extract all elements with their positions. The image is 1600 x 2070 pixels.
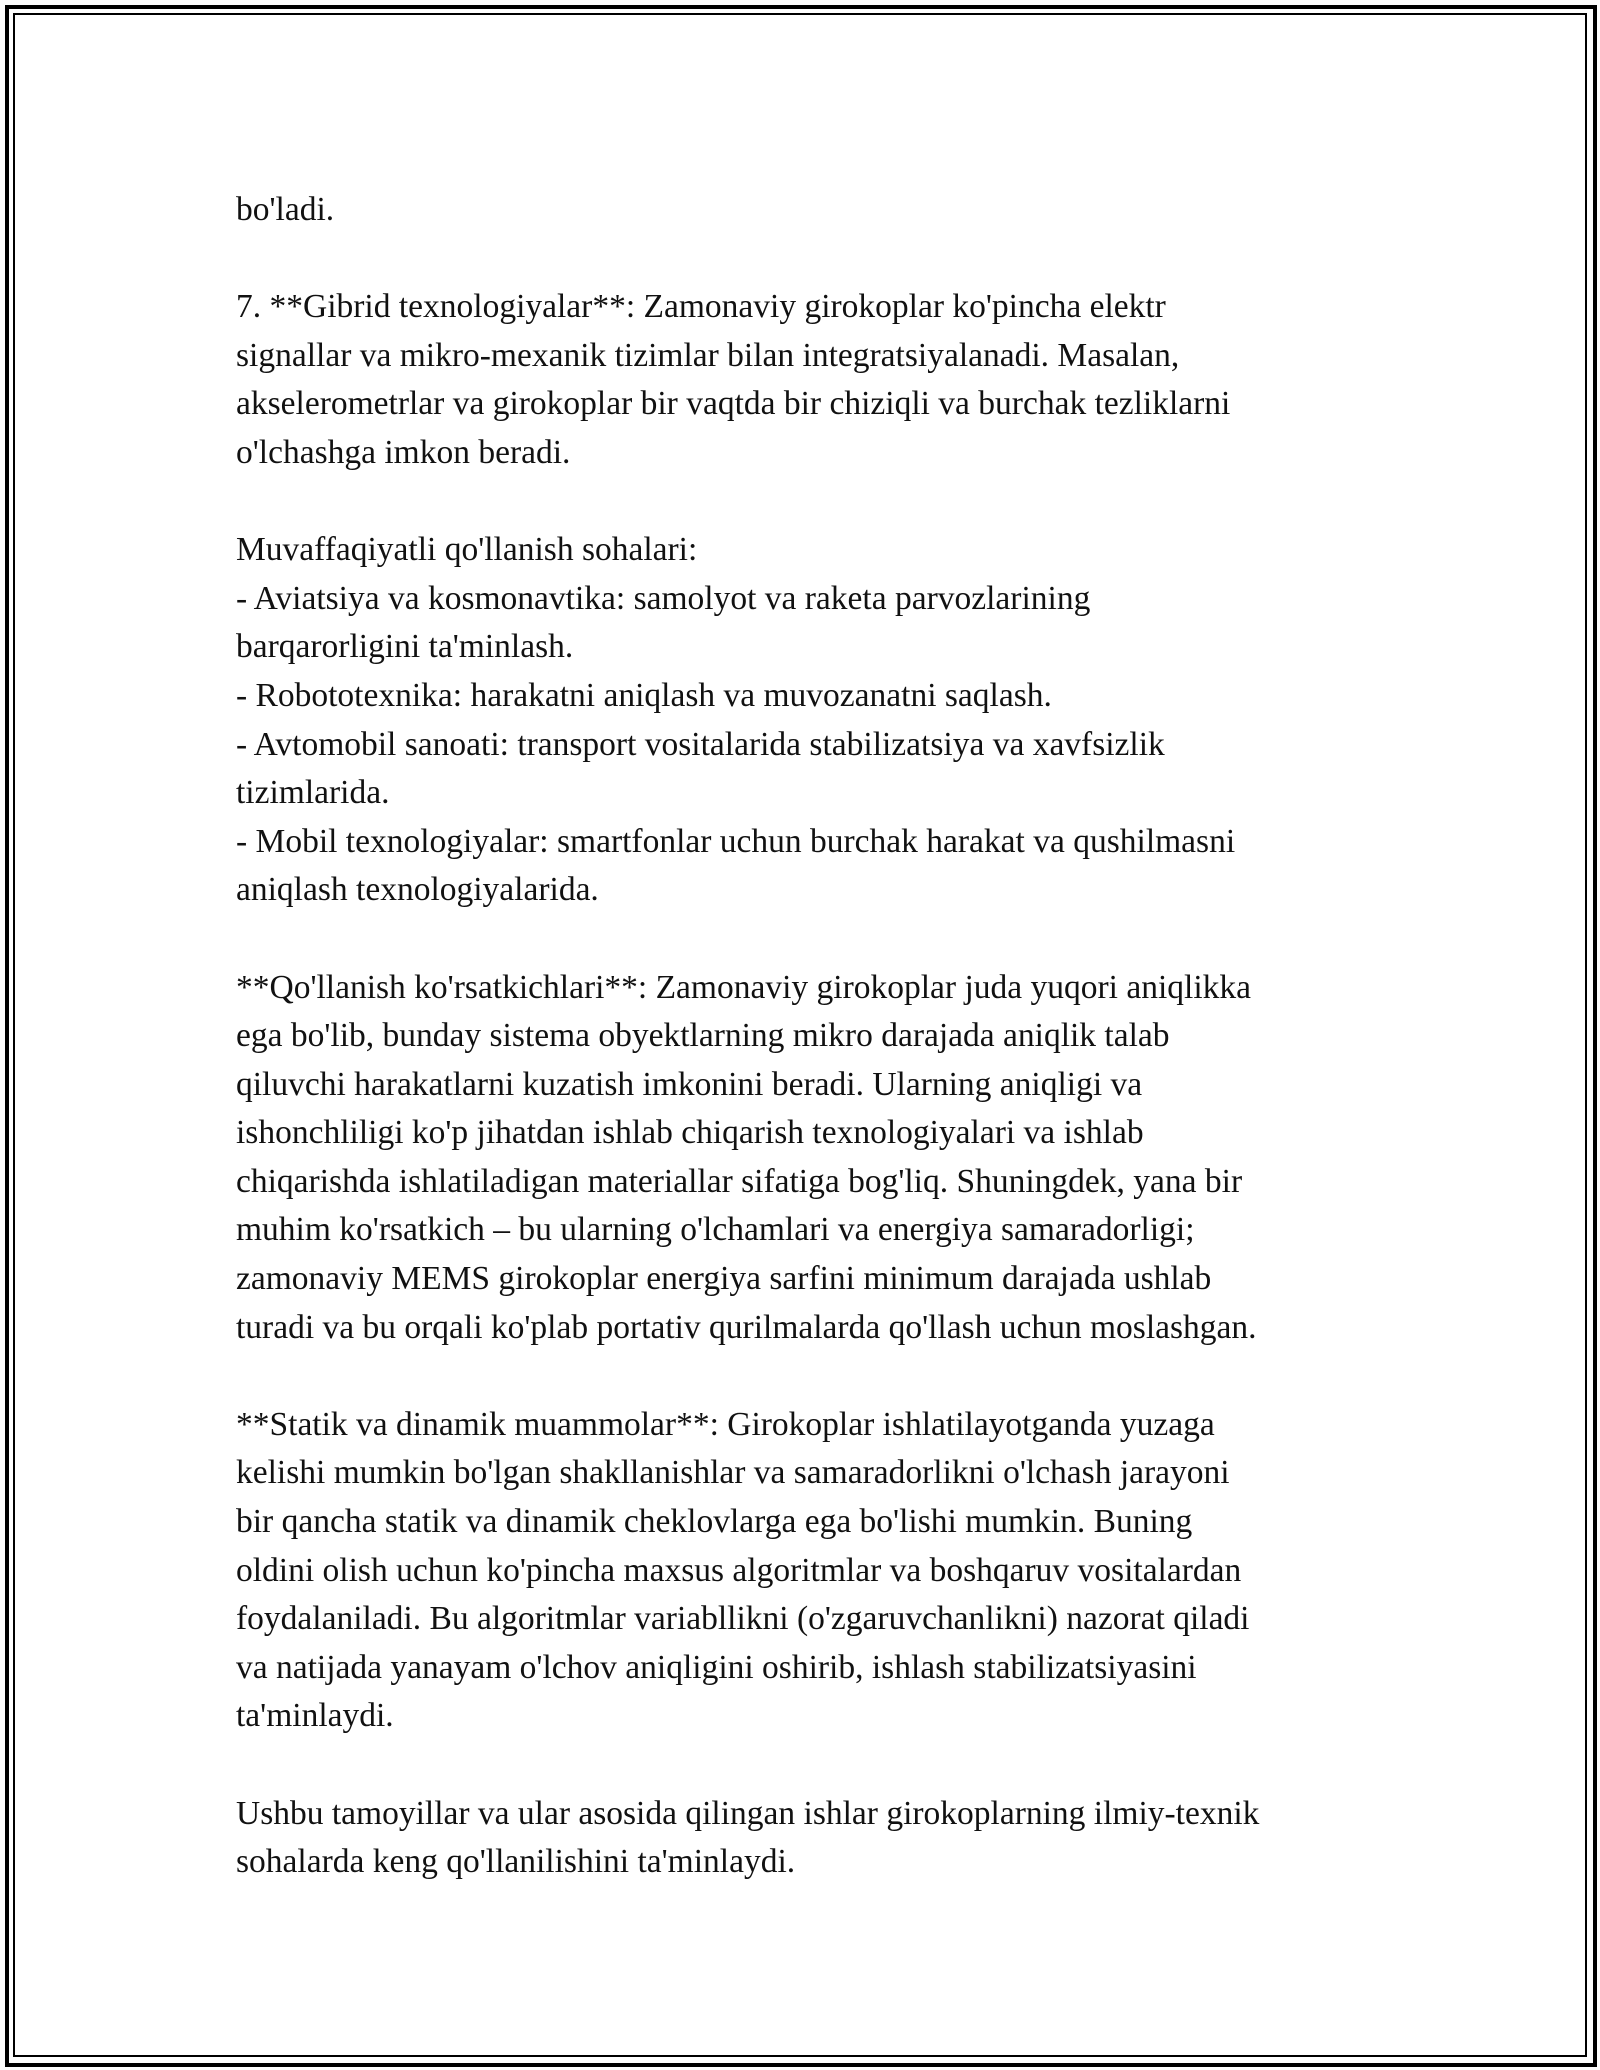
paragraph-static-dynamic-problems: **Statik va dinamik muammolar**: Girokoplar ishlatilayotganda yuzaga kelishi mumkin bo'lgan shakllanishlar va samaradorlikni o'lchash jarayoni bir qancha statik va dinamik cheklovlarga ega bo'lishi mumkin. Buning oldini olish uchun ko'pincha maxsus algoritmlar va boshqaruv vositalardan foydalaniladi. Bu algoritmlar variabllikni (o'zgaruvchanlikni) nazorat qiladi va natijada yanayam o'lchov aniqligini oshirib, ishlash stabilizatsiyasini ta'minlaydi. [236,1405,1250,1735]
paragraph-application-indicators: **Qo'llanish ko'rsatkichlari**: Zamonaviy girokoplar juda yuqori aniqlikka ega bo'lib, bunday sistema obyektlarning mikro darajada aniqlik talab qiluvchi harakatlarni kuzatish imkonini beradi. Ularning aniqligi va ishonchliligi ko'p jihatdan ishlab chiqarish texnologiyalari va ishlab chiqarishda ishlatiladigan materiallar sifatiga bog'liq. Shuningdek, yana bir muhim ko'rsatkich – bu ularning o'lchamlari va energiya samaradorligi; zamonaviy MEMS girokoplar energiya sarfini minimum darajada ushlab turadi va bu orqali ko'plab portativ qurilmalarda qo'llash uchun moslashgan. [236,968,1257,1346]
paragraph-conclusion: Ushbu tamoyillar va ular asosida qilingan ishlar girokoplarning ilmiy-texnik sohalarda keng qo'llanilishini ta'minlaydi. [236,1794,1260,1881]
paragraph-continuation: bo'ladi. [236,191,335,228]
paragraph-hybrid-technologies: 7. **Gibrid texnologiyalar**: Zamonaviy girokoplar ko'pincha elektr signallar va mikro-mexanik tizimlar bilan integratsiyalanadi. Masalan, akselerometrlar va girokoplar bir vaqtda bir chiziqli va burchak tezliklarni o'lchashga imkon beradi. [236,288,1231,471]
document-body [236,186,1366,1887]
paragraph-application-areas: Muvaffaqiyatli qo'llanish sohalari: - Aviatsiya va kosmonavtika: samolyot va raketa parvozlarining barqarorligini ta'minlash. - Robototexnika: harakatni aniqlash va muvozanatni saqlash. - Avtomobil sanoati: transport vositalarida stabilizatsiya va xavfsizlik tizimlarida. - Mobil texnologiyalar: smartfonlar uchun burchak harakat va qushilmasni aniqlash texnologiyalarida. [236,531,1236,909]
